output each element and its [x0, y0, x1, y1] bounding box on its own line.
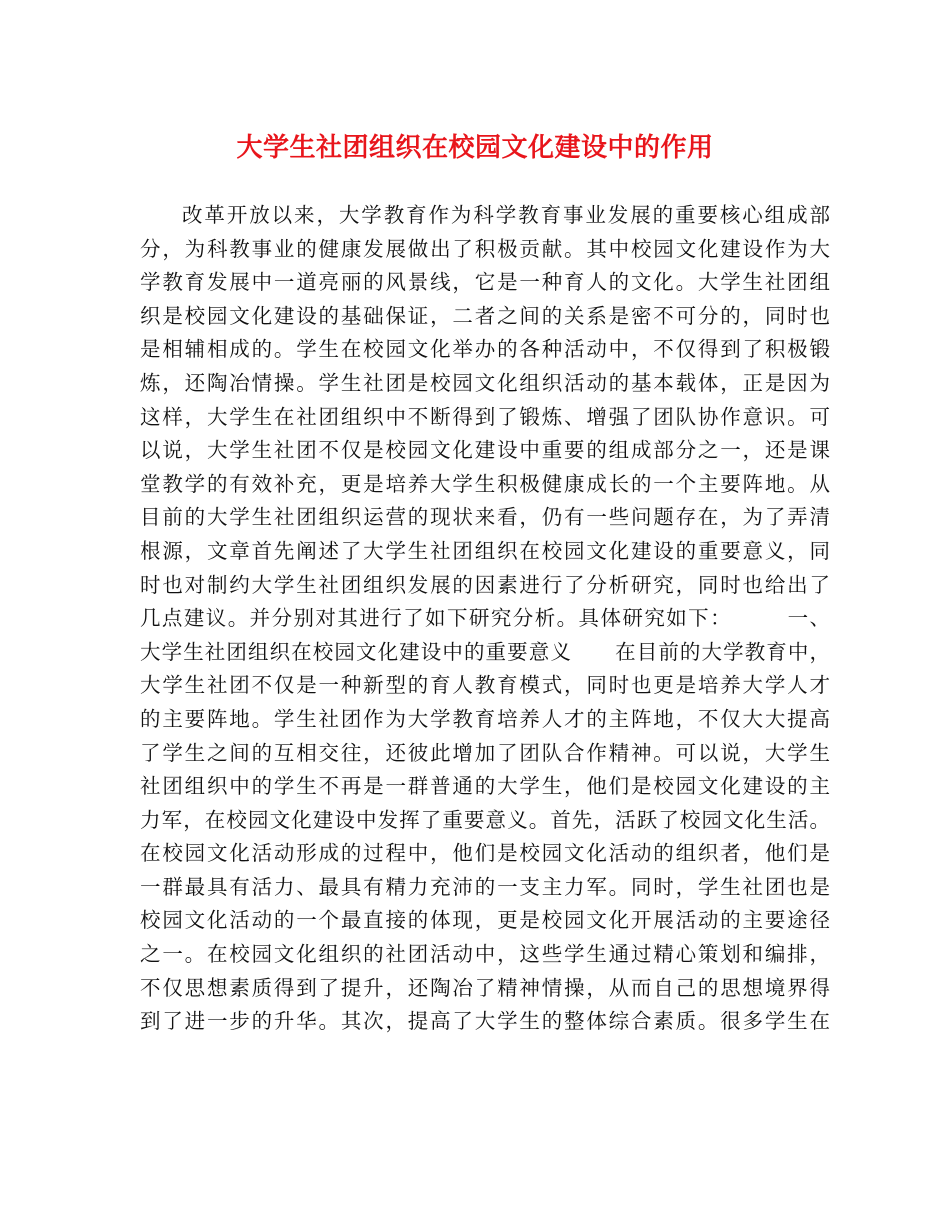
- body-line: 织是校园文化建设的基础保证，二者之间的关系是密不可分的，同时也: [140, 303, 830, 328]
- body-line: 一群最具有活力、最具有精力充沛的一支主力军。同时，学生社团也是: [140, 874, 830, 899]
- body-line: 目前的大学生社团组织运营的现状来看，仍有一些问题存在，为了弄清: [140, 505, 830, 530]
- body-line: 分，为科教事业的健康发展做出了积极贡献。其中校园文化建设作为大: [140, 236, 830, 261]
- document-body: [140, 199, 830, 1039]
- body-line: 是相辅相成的。学生在校园文化举办的各种活动中，不仅得到了积极锻: [140, 337, 830, 362]
- body-line: 大学生社团组织在校园文化建设中的重要意义 在目前的大学教育中，: [140, 639, 830, 664]
- body-line: 的主要阵地。学生社团作为大学教育培养人才的主阵地，不仅大大提高: [140, 706, 830, 731]
- body-line: 了学生之间的互相交往，还彼此增加了团队合作精神。可以说，大学生: [140, 740, 830, 765]
- body-line: 这样，大学生在社团组织中不断得到了锻炼、增强了团队协作意识。可: [140, 404, 830, 429]
- body-line: 大学生社团不仅是一种新型的育人教育模式，同时也更是培养大学人才: [140, 673, 830, 698]
- body-line: 社团组织中的学生不再是一群普通的大学生，他们是校园文化建设的主: [140, 774, 830, 799]
- document-title: 大学生社团组织在校园文化建设中的作用: [236, 133, 714, 163]
- body-line: 不仅思想素质得到了提升，还陶冶了精神情操，从而自己的思想境界得: [140, 975, 830, 1000]
- body-line: 在校园文化活动形成的过程中，他们是校园文化活动的组织者，他们是: [140, 841, 830, 866]
- body-line: 堂教学的有效补充，更是培养大学生积极健康成长的一个主要阵地。从: [140, 471, 830, 496]
- body-line: 时也对制约大学生社团组织发展的因素进行了分析研究，同时也给出了: [140, 572, 830, 597]
- body-line: 以说，大学生社团不仅是校园文化建设中重要的组成部分之一，还是课: [140, 438, 830, 463]
- body-line: 改革开放以来，大学教育作为科学教育事业发展的重要核心组成部: [182, 203, 830, 227]
- body-line: 校园文化活动的一个最直接的体现，更是校园文化开展活动的主要途径: [140, 908, 830, 933]
- body-line: 之一。在校园文化组织的社团活动中，这些学生通过精心策划和编排，: [140, 942, 830, 967]
- body-line: 力军，在校园文化建设中发挥了重要意义。首先，活跃了校园文化生活。: [140, 807, 830, 832]
- body-line: 根源，文章首先阐述了大学生社团组织在校园文化建设的重要意义，同: [140, 538, 830, 563]
- body-line: 炼，还陶冶情操。学生社团是校园文化组织活动的基本载体，正是因为: [140, 370, 830, 395]
- body-line: 几点建议。并分别对其进行了如下研究分析。具体研究如下： 一、: [140, 606, 830, 631]
- body-line: 学教育发展中一道亮丽的风景线，它是一种育人的文化。大学生社团组: [140, 270, 830, 295]
- body-line: 到了进一步的升华。其次，提高了大学生的整体综合素质。很多学生在: [140, 1009, 830, 1034]
